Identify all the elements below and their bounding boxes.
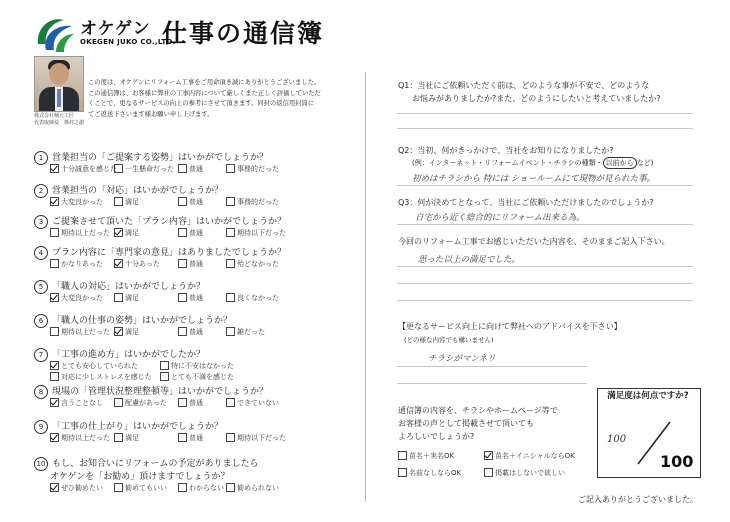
answer-option[interactable] (226, 483, 279, 493)
q2-examples (412, 157, 653, 169)
score-max: 100 (660, 452, 694, 471)
answer-option-label: 勧めてもいい (125, 484, 167, 492)
score-title: 満足度は何点ですか? (607, 391, 689, 401)
answer-option[interactable] (114, 164, 174, 174)
question-text: 「職人の対応」はいかがでしょうか？ (52, 282, 206, 292)
company-logo-icon (34, 14, 76, 54)
answer-option-label: 事務的だった (237, 198, 279, 206)
thanks-text: ご記入ありがとうございました。 (578, 495, 698, 504)
permission-line2: お客様の声として掲載させて頂いても (398, 419, 534, 428)
answer-option[interactable] (114, 293, 139, 303)
ceo-company: 株式会社桶元工匠 (34, 113, 75, 119)
question-text: もし、お知合いにリフォームの予定がありましたら (52, 459, 259, 469)
answer-option-label: 一生懸命だった (125, 165, 174, 173)
answer-option[interactable] (178, 197, 203, 207)
question-text: 「工事の仕上がり」はいかがでしょうか？ (52, 422, 224, 432)
answer-option[interactable] (160, 361, 234, 371)
answer-option-label: 配慮があった (125, 399, 167, 407)
answer-option-label: 普通 (189, 434, 203, 442)
answer-option[interactable] (114, 327, 139, 337)
q4-text: 今回のリフォーム工事でお感じいただいた内容を、そのままご記入下さい。 (398, 237, 670, 246)
answer-option-label: 普通 (189, 229, 203, 237)
question-number-badge: 7 (34, 348, 48, 362)
ceo-name: 代表取締役 篠村之創 (34, 120, 85, 126)
question-number-badge: 1 (34, 151, 48, 165)
answer-option[interactable] (178, 293, 203, 303)
answer-option-label: 普通 (189, 294, 203, 302)
question-4 (34, 245, 286, 260)
question-text: 営業担当の「対応」はいかがでしょうか？ (52, 186, 224, 196)
answer-option[interactable] (114, 197, 139, 207)
q3-text: Q3：何が決めてとなって、当社にご依頼いただけましたのでしょうか? (398, 198, 654, 207)
question-6 (34, 313, 232, 328)
answer-option[interactable] (226, 433, 286, 443)
answer-option-label: 普通 (189, 165, 203, 173)
intro-line: てご返送下さいます様お願い申し上げます。 (88, 110, 214, 118)
checkbox[interactable] (178, 327, 187, 336)
permission-label: 苗名＋実名OK (409, 452, 455, 460)
checkbox[interactable] (178, 228, 187, 237)
intro-line: この通信簿は、お客様に弊社の工事内容について厳しくまた正しく評価していただ (88, 89, 321, 97)
checked-checkbox[interactable] (50, 293, 59, 302)
checkbox[interactable] (114, 398, 123, 407)
q4-answer: 思った以上の満足でした。 (418, 255, 521, 265)
checked-checkbox[interactable] (114, 259, 123, 268)
intro-line: くことで、更なるサービスの向上の参考にさせて頂きます。同封の返信用封筒に (88, 100, 315, 107)
answer-option[interactable] (178, 433, 203, 443)
q3-answer: 自宅から近く総合的にリフォーム出来る為。 (415, 213, 585, 223)
checkbox[interactable] (178, 164, 187, 173)
permission-option[interactable] (398, 468, 461, 478)
answer-option[interactable] (50, 361, 138, 371)
checkbox[interactable] (50, 327, 59, 336)
answer-option[interactable] (178, 483, 224, 493)
checkbox[interactable] (50, 372, 59, 381)
checkbox[interactable] (226, 164, 235, 173)
permission-label: 名前なしならOK (409, 469, 462, 477)
checkbox[interactable] (178, 433, 187, 442)
answer-option[interactable] (114, 228, 139, 238)
checked-checkbox[interactable] (114, 327, 123, 336)
answer-option[interactable] (50, 293, 103, 303)
checked-checkbox[interactable] (484, 451, 493, 460)
answer-option-label: 良くなかった (237, 294, 279, 302)
advice-title: 【更なるサービス向上に向けて弊社へのアドバイスを下さい】 (398, 322, 622, 331)
checkbox[interactable] (50, 259, 59, 268)
brand-name: オケゲン (80, 19, 151, 39)
checkbox[interactable] (160, 361, 169, 370)
question-text: 現場の「管理状況整理整頓等」はいかがでしょうか？ (52, 387, 269, 397)
checkbox[interactable] (178, 259, 187, 268)
permission-option[interactable] (484, 451, 575, 461)
checkbox[interactable] (114, 433, 123, 442)
answer-option-label: 大変良かった (61, 294, 103, 302)
question-text: 「工事の進め方」はいかがでしたか？ (52, 350, 206, 360)
answer-option-label: 普通 (189, 260, 203, 268)
question-5 (34, 279, 205, 294)
permission-line1: 通信簿の内容を、チラシやホームページ等で (398, 406, 558, 415)
ceo-photo (34, 56, 84, 112)
answer-option[interactable] (114, 259, 160, 269)
permission-line3: よろしいでしょうか? (398, 432, 475, 441)
checked-checkbox[interactable] (50, 398, 59, 407)
permission-label: 掲載はしないで欲しい (495, 469, 565, 477)
question-8 (34, 384, 268, 399)
answer-option[interactable] (50, 228, 110, 238)
question-3 (34, 214, 286, 229)
answer-option-label: ぜひ勧めたい (61, 484, 103, 492)
q2-examples-a: (例：インターネット・リフォームイベント・チラシの種類・ (412, 159, 603, 167)
answer-option-label: 満足 (125, 294, 139, 302)
checkbox[interactable] (226, 327, 235, 336)
advice-answer: チラシがマンネリ (428, 354, 496, 364)
checkbox[interactable] (178, 398, 187, 407)
answer-option-label: 普通 (189, 198, 203, 206)
checked-checkbox[interactable] (50, 197, 59, 206)
answer-option[interactable] (226, 164, 279, 174)
checkbox[interactable] (226, 398, 235, 407)
brand-subtitle: OKEGEN JUKO CO.,LTD. (80, 38, 176, 46)
answer-option[interactable] (50, 327, 110, 337)
checkbox[interactable] (226, 259, 235, 268)
answer-option[interactable] (178, 164, 203, 174)
question-text: 「職人の仕事の姿勢」はいかがでしょうか？ (52, 316, 233, 326)
question-number-badge: 8 (34, 385, 48, 399)
answer-option[interactable] (114, 433, 139, 443)
q2-answer: 初めはチラシから 特には ショールームにて現物が見られた事。 (412, 174, 656, 184)
question-number-badge: 9 (34, 420, 48, 434)
checkbox[interactable] (114, 164, 123, 173)
question-number-badge: 5 (34, 280, 48, 294)
answer-option[interactable] (50, 398, 103, 408)
question-text: プラン内容に「専門家の意見」はありましたでしょうか？ (52, 248, 287, 258)
checkbox[interactable] (484, 468, 493, 477)
advice-subtitle: (どの様な内容でも構いません) (404, 336, 494, 344)
answer-option[interactable] (178, 259, 203, 269)
answer-option[interactable] (226, 197, 279, 207)
question-number-badge: 2 (34, 184, 48, 198)
answer-option[interactable] (50, 433, 110, 443)
answer-option[interactable] (226, 327, 265, 337)
answer-option-label: 満足 (125, 229, 139, 237)
checkbox[interactable] (114, 483, 123, 492)
answer-option-label: 勧められない (237, 484, 279, 492)
answer-option[interactable] (50, 372, 152, 382)
permission-option[interactable] (484, 468, 565, 478)
answer-option-label: 特に不安はなかった (171, 362, 234, 370)
answer-option-label: 満足 (125, 328, 139, 336)
q2-examples-c: など) (636, 159, 654, 167)
answer-option[interactable] (226, 293, 279, 303)
question-7 (34, 347, 205, 362)
answer-option[interactable] (178, 228, 203, 238)
checkbox[interactable] (398, 451, 407, 460)
answer-line (397, 300, 693, 301)
answer-line (397, 266, 693, 267)
intro-text (88, 78, 338, 120)
question-2 (34, 183, 223, 198)
checked-checkbox[interactable] (50, 164, 59, 173)
answer-option-label: 十分誠意を感じた (61, 165, 117, 173)
answer-option-label: 大変良かった (61, 198, 103, 206)
permission-option[interactable] (398, 451, 454, 461)
answer-option-label: 言うことなし (61, 399, 103, 407)
checked-checkbox[interactable] (50, 361, 59, 370)
answer-option-label: 事務的だった (237, 165, 279, 173)
checkbox[interactable] (178, 293, 187, 302)
checkbox[interactable] (226, 197, 235, 206)
answer-option-label: 十分あった (125, 260, 160, 268)
answer-option[interactable] (178, 327, 203, 337)
question-9 (34, 419, 223, 434)
answer-option-label: かなりあった (61, 260, 103, 268)
answer-line (397, 113, 693, 114)
checkbox[interactable] (398, 468, 407, 477)
answer-option[interactable] (50, 197, 103, 207)
q2-line1: Q2：当初、何がきっかけで、当社をお知りになりましたか? (398, 146, 614, 155)
question-number-badge: 3 (34, 215, 48, 229)
question-number-badge: 4 (34, 246, 48, 260)
question-number-badge: 10 (34, 457, 48, 471)
answer-line (397, 366, 587, 367)
checked-checkbox[interactable] (114, 228, 123, 237)
answer-option[interactable] (50, 164, 117, 174)
question-text: 営業担当の「ご提案する姿勢」はいかがでしょうか？ (52, 153, 269, 163)
q1-line1: Q1：当社にご依頼いただく前は、どのような事が不安で、どのような (398, 81, 650, 90)
answer-option-label: できていない (237, 399, 279, 407)
answer-option-label: 期待以上だった (61, 434, 110, 442)
answer-line (397, 128, 693, 129)
answer-option[interactable] (226, 259, 279, 269)
answer-line (397, 185, 693, 186)
answer-option-label: 期待以上だった (61, 328, 110, 336)
checkbox[interactable] (50, 228, 59, 237)
checkbox[interactable] (226, 483, 235, 492)
answer-option-label: わからない (189, 484, 224, 492)
answer-option-label: 普通 (189, 328, 203, 336)
column-divider (365, 72, 366, 502)
page-title: 仕事の通信簿 (162, 19, 325, 48)
answer-option-label: とても安心していられた (61, 362, 138, 370)
answer-option-label: 対応に少しストレスを感じた (61, 373, 152, 381)
answer-option-label: 雑だった (237, 328, 265, 336)
answer-option[interactable] (160, 372, 234, 382)
answer-option-label: 期待以下だった (237, 229, 286, 237)
answer-option[interactable] (114, 483, 167, 493)
answer-line (397, 224, 693, 225)
answer-line (397, 383, 587, 384)
checkbox[interactable] (226, 293, 235, 302)
question-number-badge: 6 (34, 314, 48, 328)
permission-label: 苗名＋イニシャルならOK (495, 452, 575, 460)
answer-option[interactable] (226, 228, 286, 238)
answer-option[interactable] (114, 398, 167, 408)
score-value: 100 (607, 434, 627, 445)
q1-line2: お悩みがありましたか?また、どのようにしたいと考えていましたか? (412, 94, 661, 103)
question-text-line2: オケゲンを「お勧め」頂けますでしょうか？ (50, 472, 230, 482)
answer-option-label: 満足 (125, 434, 139, 442)
intro-line: この度は、オケゲンにリフォーム工事をご用命頂き誠にありがとうございました。 (88, 79, 321, 86)
answer-option-label: 満足 (125, 198, 139, 206)
answer-option[interactable] (226, 398, 279, 408)
question-1 (34, 150, 268, 165)
checkbox[interactable] (114, 293, 123, 302)
answer-option-label: 期待以下だった (237, 434, 286, 442)
answer-option[interactable] (50, 483, 103, 493)
answer-option-label: 普通 (189, 399, 203, 407)
checkbox[interactable] (178, 483, 187, 492)
answer-option-label: 期待以上だった (61, 229, 110, 237)
answer-option-label: 殆どなかった (237, 260, 279, 268)
answer-option[interactable] (50, 259, 103, 269)
checkbox[interactable] (178, 197, 187, 206)
answer-option[interactable] (178, 398, 203, 408)
checkbox[interactable] (114, 197, 123, 206)
question-text: ご提案させて頂いた「プラン内容」はいかがでしょうか？ (52, 217, 287, 227)
checked-checkbox[interactable] (50, 483, 59, 492)
answer-option-label: とても不満を感じた (171, 373, 234, 381)
checkbox[interactable] (160, 372, 169, 381)
checkbox[interactable] (226, 433, 235, 442)
checked-checkbox[interactable] (50, 433, 59, 442)
q2-examples-circled: 以前から (603, 157, 637, 169)
answer-line (397, 283, 693, 284)
checkbox[interactable] (226, 228, 235, 237)
